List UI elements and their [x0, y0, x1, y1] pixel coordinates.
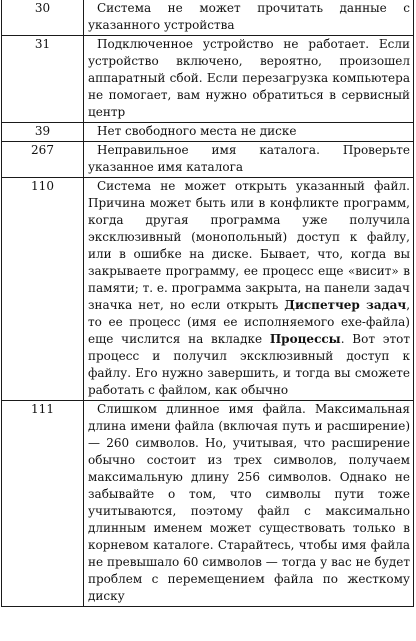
error-code: 31 [2, 36, 84, 123]
error-description [84, 401, 414, 607]
description-text: . Вот этот процесс и получил эксклюзивный доступ к файлу. Его нужно завершить, и тогда вы сможете работать с файлом, как обычно [88, 332, 410, 397]
error-description [84, 142, 414, 178]
description-text: Нет свободного места не диске [97, 124, 297, 138]
table-row [2, 36, 414, 123]
ui-term-task-manager: Диспетчер задач [284, 298, 407, 312]
description-text: Система не может прочитать данные с указанного устройства [88, 1, 410, 32]
error-code: 111 [2, 401, 84, 607]
error-description [84, 178, 414, 401]
table-row [2, 178, 414, 401]
description-text: Неправильное имя каталога. Проверьте указанное имя каталога [88, 143, 410, 174]
error-code: 267 [2, 142, 84, 178]
ui-term-processes-tab: Процессы [269, 332, 341, 346]
error-code-table [1, 0, 414, 607]
error-code: 110 [2, 178, 84, 401]
table-row [2, 401, 414, 607]
description-text: , то ее процесс (имя ее исполняемого exe-файла) еще числится на вкладке [88, 298, 411, 346]
description-text: Система не может открыть указанный файл. Причина может быть или в конфликте программ, когда другая программа уже получила эксклюзивный (монопольный) доступ к файлу, или в ошибке на диске. Бывает, что, когда вы закрываете программу, ее процесс еще «висит» в памяти; т. е. программа закрыта, на панели задач значка нет, но если открыть [88, 179, 410, 312]
table-row [2, 142, 414, 178]
description-text: Слишком длинное имя файла. Максимальная длина имени файла (включая путь и расширение) — 260 символов. Но, учитывая, что расширение обычно состоит из трех символов, получаем максимальную длину 256 символов. Однако не забывайте о том, что символы пути тоже учитываются, поэтому файл с максимально длинным именем может существовать только в корневом каталоге. Старайтесь, чтобы имя файла не превышало 60 символов — тогда у вас не будет проблем с перемещением файла по жесткому диску [88, 402, 410, 603]
error-code: 39 [2, 123, 84, 142]
table-row [2, 0, 414, 36]
error-description [84, 36, 414, 123]
error-description [84, 0, 414, 36]
error-description [84, 123, 414, 142]
description-text: Подключенное устройство не работает. Если устройство включено, вероятно, произошел аппаратный сбой. Если перезагрузка компьютера не помогает, вам нужно обратиться в сервисный центр [88, 37, 410, 119]
error-code: 30 [2, 0, 84, 36]
table-row [2, 123, 414, 142]
